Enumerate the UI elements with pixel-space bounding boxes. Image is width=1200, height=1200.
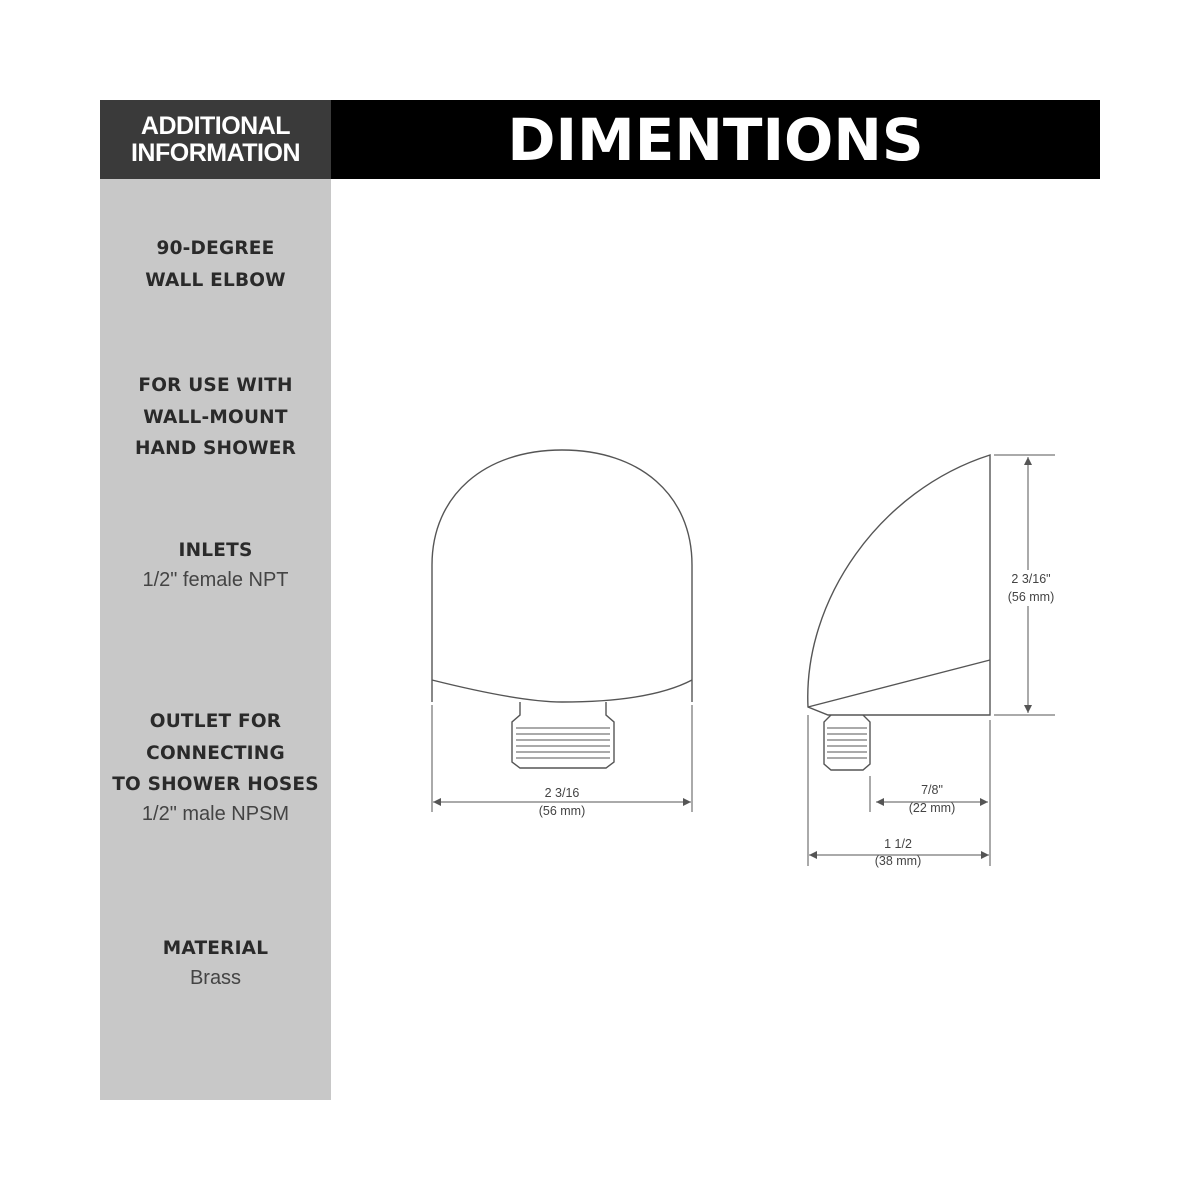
spec-heading-line: 90-DEGREE bbox=[156, 238, 275, 259]
sidebar-title-line-1: ADDITIONAL bbox=[140, 111, 291, 140]
front-width-metric: (56 mm) bbox=[538, 804, 586, 818]
side-height-imperial: 2 3/16" bbox=[1011, 572, 1051, 586]
spec-material bbox=[100, 933, 331, 992]
spec-heading-line: OUTLET FOR bbox=[149, 711, 282, 732]
front-width-imperial: 2 3/16 bbox=[544, 786, 580, 800]
spec-heading-line: WALL ELBOW bbox=[145, 269, 286, 291]
spec-heading-line: MATERIAL bbox=[162, 938, 269, 959]
front-thread-lines bbox=[516, 728, 610, 758]
side-depth-imperial: 1 1/2 bbox=[884, 837, 912, 851]
page-title: DIMENTIONS bbox=[507, 105, 924, 174]
spec-heading-line: CONNECTING bbox=[146, 742, 285, 764]
side-elbow-body bbox=[808, 455, 990, 715]
spec-heading-line: TO SHOWER HOSES bbox=[112, 774, 319, 795]
outlet-depth-imperial: 7/8" bbox=[921, 783, 943, 797]
outlet-depth-metric: (22 mm) bbox=[908, 801, 956, 815]
side-elbow-face-line bbox=[808, 660, 990, 707]
spec-heading-line: HAND SHOWER bbox=[134, 438, 297, 459]
additional-information-header bbox=[100, 100, 331, 179]
side-thread-lines bbox=[827, 728, 867, 758]
spec-usage bbox=[100, 370, 331, 465]
side-depth-metric: (38 mm) bbox=[874, 854, 922, 868]
dimension-drawing bbox=[331, 179, 1100, 1100]
spec-value: 1/2" male NPSM bbox=[141, 802, 290, 825]
side-height-metric: (56 mm) bbox=[1007, 590, 1055, 604]
spec-value: 1/2" female NPT bbox=[142, 568, 289, 591]
spec-outlet bbox=[100, 706, 331, 828]
front-view bbox=[432, 450, 692, 812]
sidebar-title-line-2: INFORMATION bbox=[130, 138, 300, 167]
spec-heading-line: FOR USE WITH bbox=[138, 375, 293, 396]
spec-heading-line: WALL-MOUNT bbox=[143, 406, 288, 428]
front-elbow-body bbox=[432, 450, 692, 702]
spec-inlets bbox=[100, 535, 331, 594]
spec-type bbox=[100, 233, 331, 296]
spec-heading-line: INLETS bbox=[178, 540, 253, 561]
spec-value: Brass bbox=[189, 966, 242, 989]
dimensions-title-bar bbox=[331, 100, 1100, 179]
front-elbow-base-curve bbox=[432, 680, 692, 702]
specs-sidebar bbox=[100, 179, 331, 1100]
side-outlet-thread bbox=[824, 715, 870, 770]
